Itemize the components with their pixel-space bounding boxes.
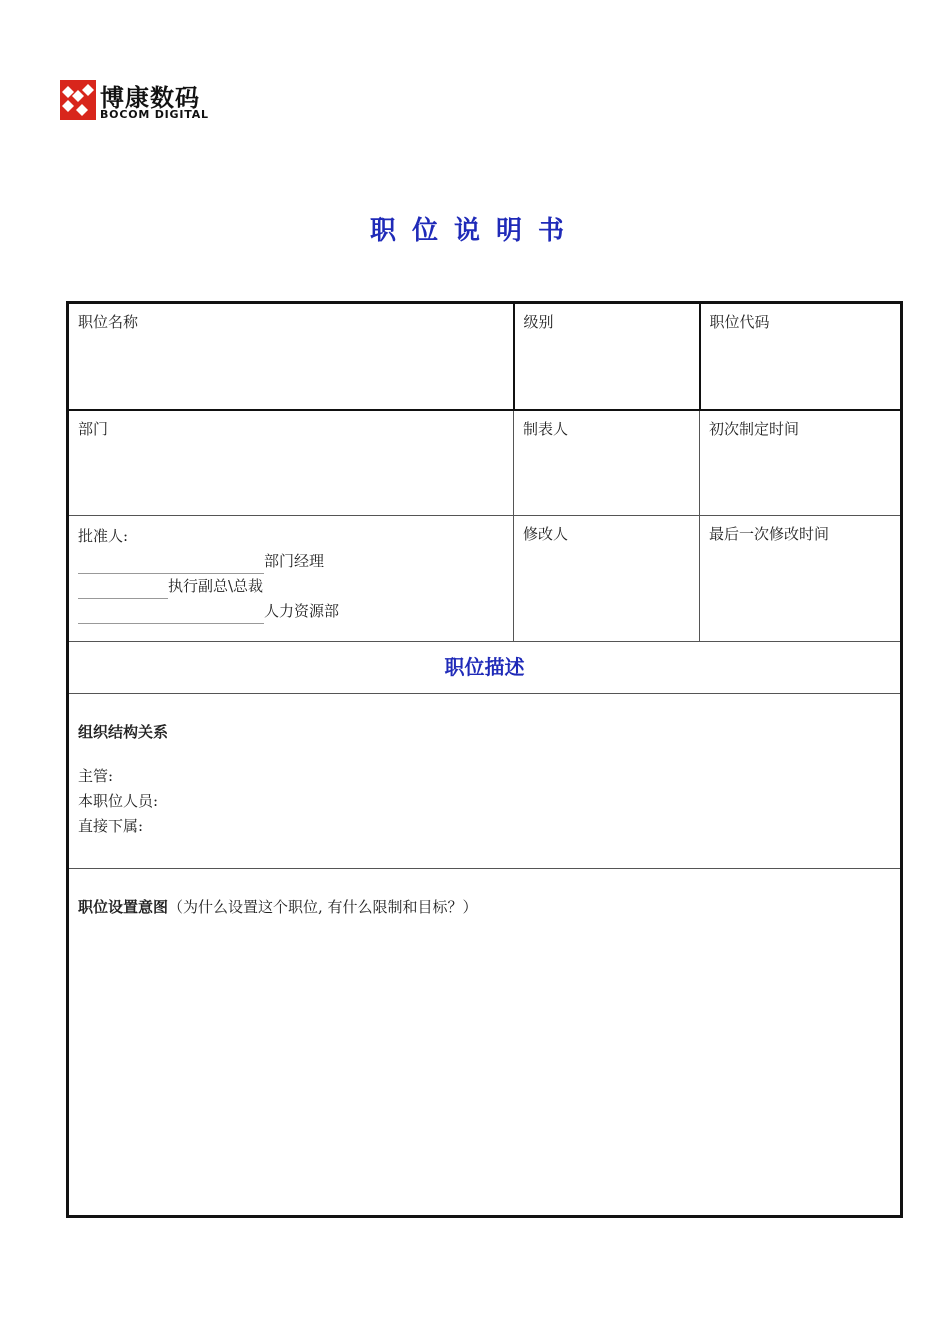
position-code-label: 职位代码 xyxy=(709,313,770,331)
job-description-form xyxy=(66,301,903,1218)
department-cell[interactable] xyxy=(68,410,514,516)
level-label: 级别 xyxy=(523,313,554,331)
supervisor-label: 主管: xyxy=(78,767,114,785)
subordinates-label: 直接下属: xyxy=(78,817,144,835)
level-cell[interactable] xyxy=(514,303,700,410)
first-date-cell[interactable] xyxy=(700,410,902,516)
last-modified-label: 最后一次修改时间 xyxy=(709,525,830,543)
company-logo xyxy=(60,80,220,124)
signature-line-executive[interactable] xyxy=(78,574,504,599)
position-name-cell[interactable] xyxy=(68,303,514,410)
intent-cell[interactable] xyxy=(68,869,902,1217)
department-label: 部门 xyxy=(78,419,109,438)
org-structure-title: 组织结构关系 xyxy=(78,723,169,741)
logo-english-name: BOCOM DIGITAL xyxy=(100,108,209,121)
modified-by-cell[interactable] xyxy=(514,516,700,642)
signature-blank[interactable] xyxy=(78,578,168,599)
first-date-label: 初次制定时间 xyxy=(709,419,800,438)
modified-by-label: 修改人 xyxy=(523,525,569,543)
approver-cell xyxy=(68,516,514,642)
last-modified-cell[interactable] xyxy=(700,516,902,642)
signature-role: 部门经理 xyxy=(264,552,325,570)
prepared-by-label: 制表人 xyxy=(523,419,569,438)
signature-line-hr[interactable] xyxy=(78,599,504,624)
signature-blank[interactable] xyxy=(78,553,264,574)
prepared-by-cell[interactable] xyxy=(514,410,700,516)
signature-line-dept-manager[interactable] xyxy=(78,549,504,574)
section-heading: 职位描述 xyxy=(444,655,525,679)
position-name-label: 职位名称 xyxy=(78,313,139,331)
description-heading-cell xyxy=(68,642,902,694)
intent-title: 职位设置意图 xyxy=(78,898,169,916)
incumbents-label: 本职位人员: xyxy=(78,792,159,810)
intent-note: （为什么设置这个职位, 有什么限制和目标？） xyxy=(168,898,478,916)
signature-role: 执行副总\总裁 xyxy=(168,577,264,595)
signature-blank[interactable] xyxy=(78,603,264,624)
signature-role: 人力资源部 xyxy=(264,602,340,620)
position-code-cell[interactable] xyxy=(700,303,902,410)
logo-chinese-name: 博康数码 xyxy=(100,84,200,112)
bocom-logo-icon xyxy=(60,80,96,120)
approver-label: 批准人: xyxy=(78,527,129,545)
org-structure-cell[interactable] xyxy=(68,694,902,869)
document-title: 职位说明书 xyxy=(369,216,580,246)
